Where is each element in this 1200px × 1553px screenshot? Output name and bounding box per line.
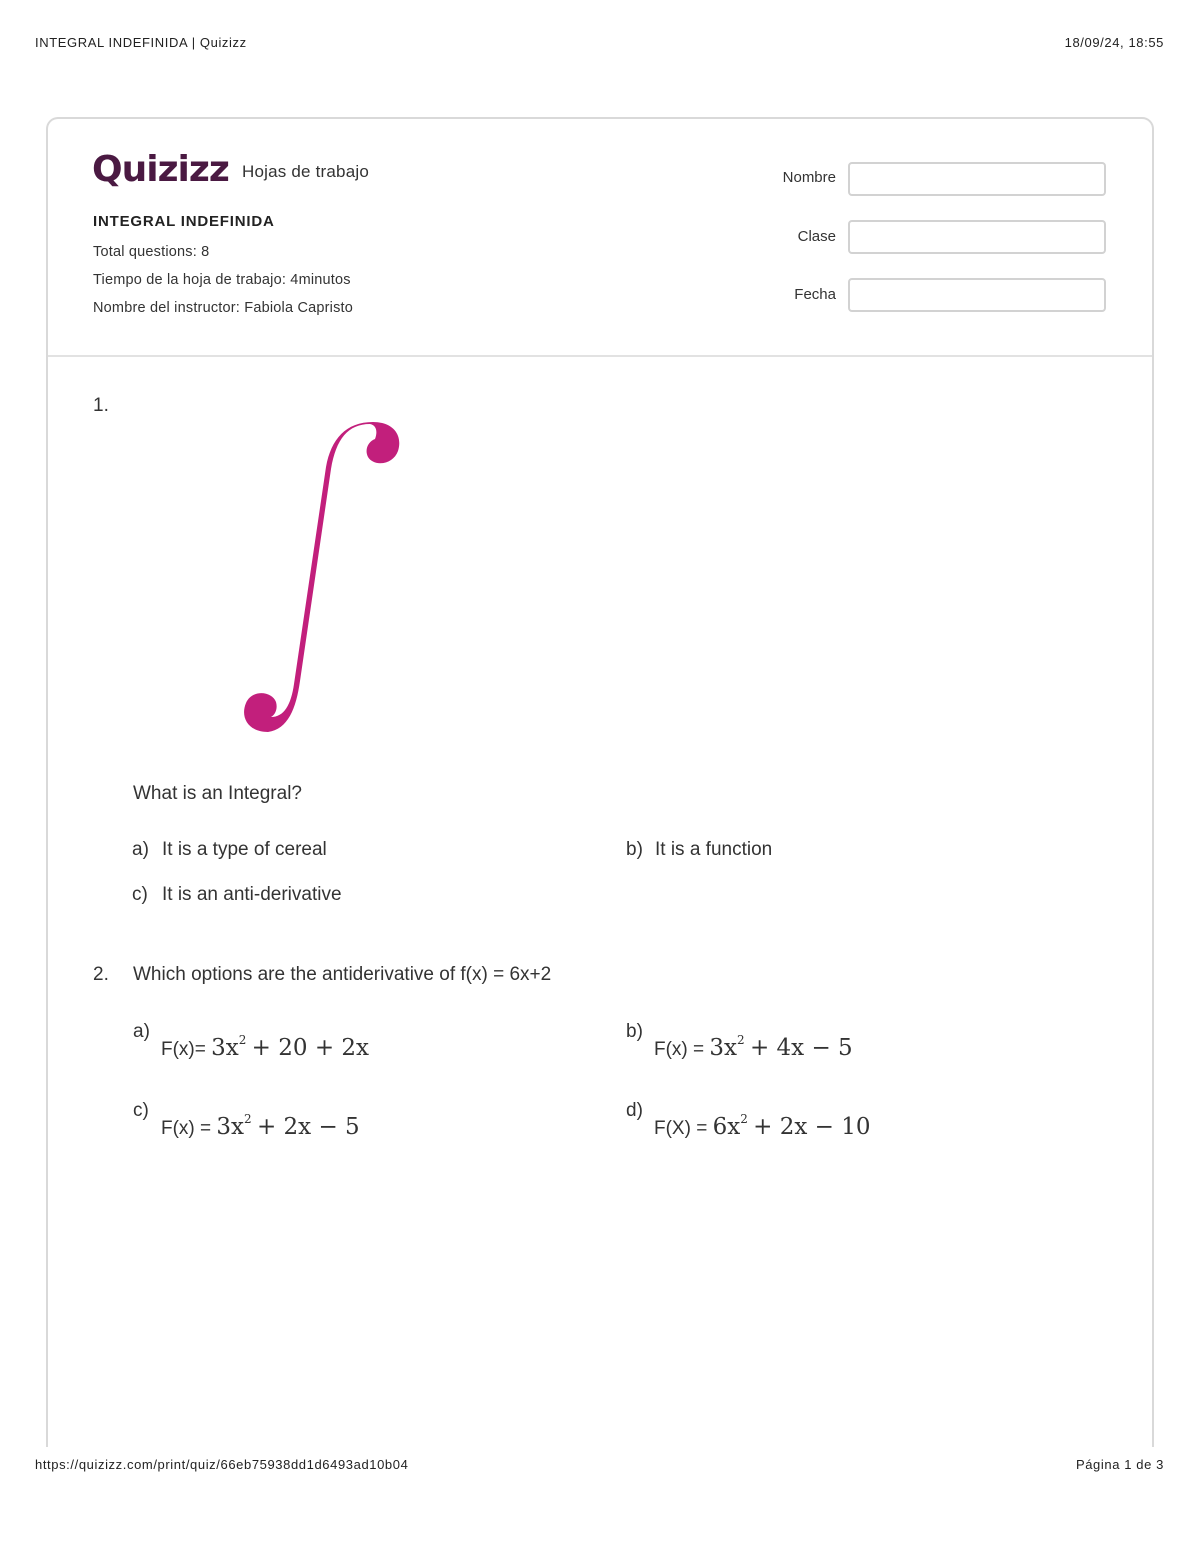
formula-rest: + 20 + 2x [251, 1035, 370, 1061]
q2-option-b-formula [654, 1033, 853, 1061]
formula-prefix: F(x) = [161, 1118, 212, 1139]
q1-option-a: It is a type of cereal [162, 839, 327, 860]
formula-term: 3x [211, 1035, 239, 1061]
worksheet-time: Tiempo de la hoja de trabajo: 4minutos [93, 272, 351, 288]
q2-option-c-letter: c) [133, 1100, 149, 1121]
formula-rest: + 2x − 5 [256, 1114, 360, 1140]
formula-prefix: F(X) = [654, 1118, 708, 1139]
formula-term: 3x [216, 1114, 245, 1140]
q2-option-c-formula [161, 1112, 360, 1140]
worksheet-header [48, 119, 1152, 357]
name-field[interactable] [848, 162, 1106, 196]
q2-option-d-letter: d) [626, 1100, 643, 1121]
worksheet-card [46, 117, 1154, 1447]
q1-option-a-letter: a) [132, 839, 149, 860]
integral-sign-icon [238, 419, 438, 739]
formula-rest: + 4x − 5 [749, 1035, 853, 1061]
q1-option-b: It is a function [655, 839, 773, 860]
formula-exponent: 2 [740, 1112, 748, 1126]
q2-option-a-letter: a) [133, 1021, 150, 1042]
q1-option-b-letter: b) [626, 839, 643, 860]
formula-prefix: F(x)= [161, 1039, 206, 1060]
quizizz-logo: Quizizz [92, 149, 229, 190]
q1-option-c: It is an anti-derivative [162, 884, 342, 905]
question-1-text: What is an Integral? [133, 783, 302, 804]
formula-exponent: 2 [737, 1033, 745, 1047]
formula-exponent: 2 [244, 1112, 252, 1126]
q1-option-c-letter: c) [132, 884, 148, 905]
name-label: Nombre [782, 169, 836, 186]
print-footer-page: Página 1 de 3 [1075, 1457, 1164, 1472]
formula-prefix: F(x) = [654, 1039, 705, 1060]
print-header-title: INTEGRAL INDEFINIDA | Quizizz [35, 35, 247, 50]
date-label: Fecha [794, 286, 836, 303]
q2-option-a-formula [161, 1033, 369, 1061]
total-questions: Total questions: 8 [93, 244, 210, 260]
q2-option-b-letter: b) [626, 1021, 643, 1042]
print-footer-url: https://quizizz.com/print/quiz/66eb75938dd1d6493ad10b04 [35, 1457, 409, 1472]
q2-option-d-formula [654, 1112, 870, 1140]
date-field[interactable] [848, 278, 1106, 312]
worksheet-title: INTEGRAL INDEFINIDA [93, 213, 275, 230]
print-header-datetime: 18/09/24, 18:55 [1064, 35, 1164, 50]
formula-rest: + 2x − 10 [753, 1114, 871, 1140]
instructor-name: Nombre del instructor: Fabiola Capristo [93, 300, 354, 316]
class-field[interactable] [848, 220, 1106, 254]
formula-term: 3x [709, 1035, 738, 1061]
worksheet-type-label: Hojas de trabajo [242, 162, 369, 181]
formula-exponent: 2 [238, 1033, 247, 1047]
class-label: Clase [797, 228, 836, 245]
question-2-text: Which options are the antiderivative of f(x) = 6x+2 [133, 964, 552, 985]
question-2-number: 2. [93, 964, 109, 985]
formula-term: 6x [712, 1114, 741, 1140]
question-1-number: 1. [93, 395, 109, 416]
